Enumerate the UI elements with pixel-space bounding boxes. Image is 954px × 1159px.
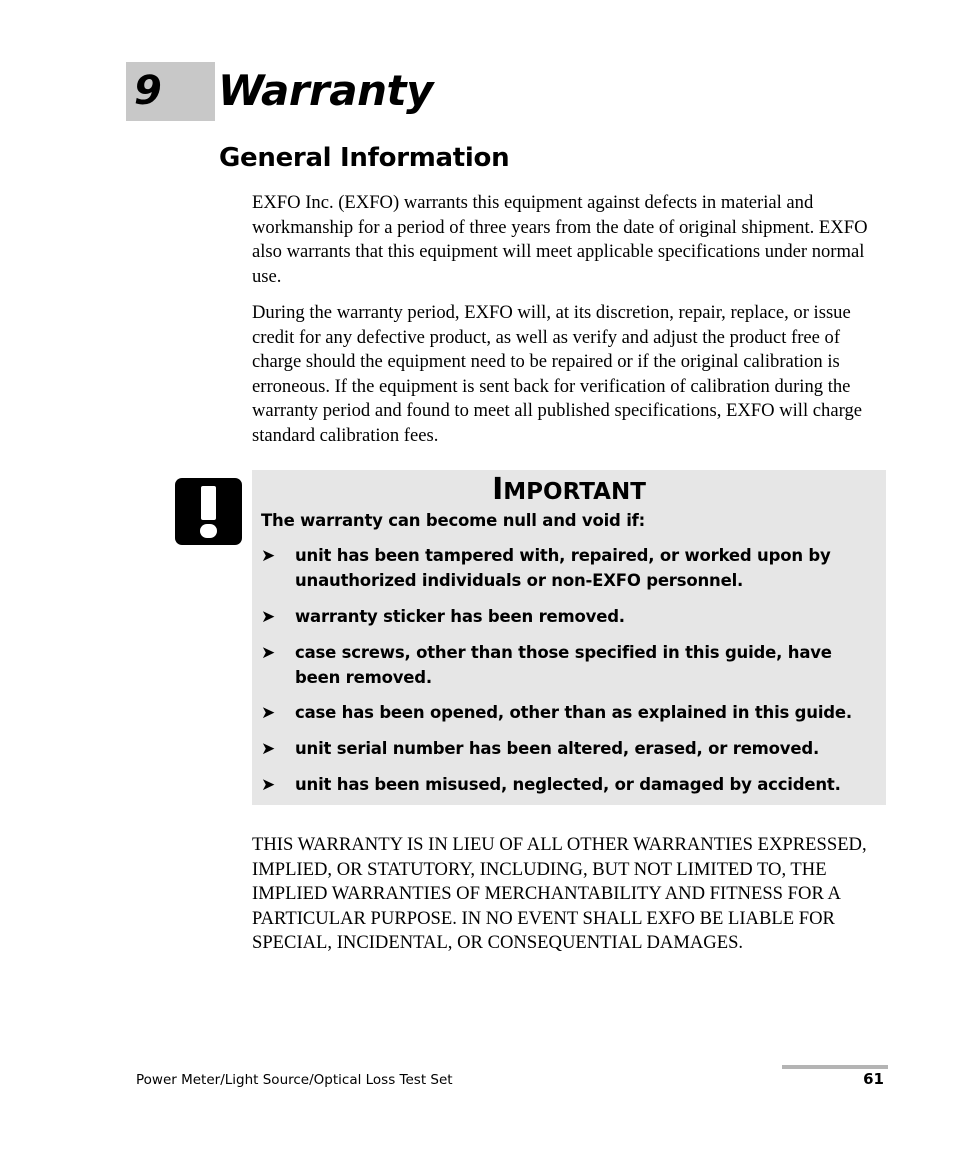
bullet-arrow-icon: ➤: [261, 546, 276, 566]
footer-document-title: Power Meter/Light Source/Optical Loss Test Set: [136, 1072, 453, 1088]
bullet-arrow-icon: ➤: [261, 643, 276, 663]
bullet-arrow-icon: ➤: [261, 703, 276, 723]
important-notice-box: IMPORTANT The warranty can become null and void if: ➤ unit has been tampered with, repaired, or worked upon by unauthorized individuals or non-EXFO personnel. ➤ warranty sticker has been removed. ➤ case screws, other than those specified in this guide, have been removed. ➤ case has been opened, other than as explained in this guide. ➤ unit serial number has been altered, erased, or removed. ➤ unit has been misused, neglected, or damaged by accident.: [252, 470, 886, 805]
paragraph-disclaimer: THIS WARRANTY IS IN LIEU OF ALL OTHER WARRANTIES EXPRESSED, IMPLIED, OR STATUTORY, INCLUDING, BUT NOT LIMITED TO, THE IMPLIED WARRANTIES OF MERCHANTABILITY AND FITNESS FOR A PARTICULAR PURPOSE. IN NO EVENT SHALL EXFO BE LIABLE FOR SPECIAL, INCIDENTAL, OR CONSEQUENTIAL DAMAGES.: [252, 834, 867, 954]
bullet-arrow-icon: ➤: [261, 775, 276, 795]
paragraph-warranty-period: During the warranty period, EXFO will, at its discretion, repair, replace, or issue credit for any defective product, as well as verify and adjust the product free of charge should the equipment need to be repaired or if the original calibration is erroneous. If the equipment is sent back for verification of calibration during the warranty period and found to meet all published specifications, EXFO will charge standard calibration fees.: [252, 302, 862, 446]
paragraph-warranty-terms: EXFO Inc. (EXFO) warrants this equipment against defects in material and workmanship for a period of three years from the date of original shipment. EXFO also warrants that this equipment will meet applicable specifications under normal use.: [252, 192, 868, 287]
chapter-title: Warranty: [218, 66, 433, 115]
page-number: 61: [863, 1070, 884, 1088]
exclamation-icon: [175, 478, 242, 545]
important-heading: IMPORTANT: [492, 472, 646, 507]
chapter-number: 9: [134, 68, 162, 114]
bullet-arrow-icon: ➤: [261, 739, 276, 759]
important-intro: The warranty can become null and void if:: [261, 511, 646, 530]
bullet-arrow-icon: ➤: [261, 607, 276, 627]
section-title: General Information: [219, 143, 510, 173]
